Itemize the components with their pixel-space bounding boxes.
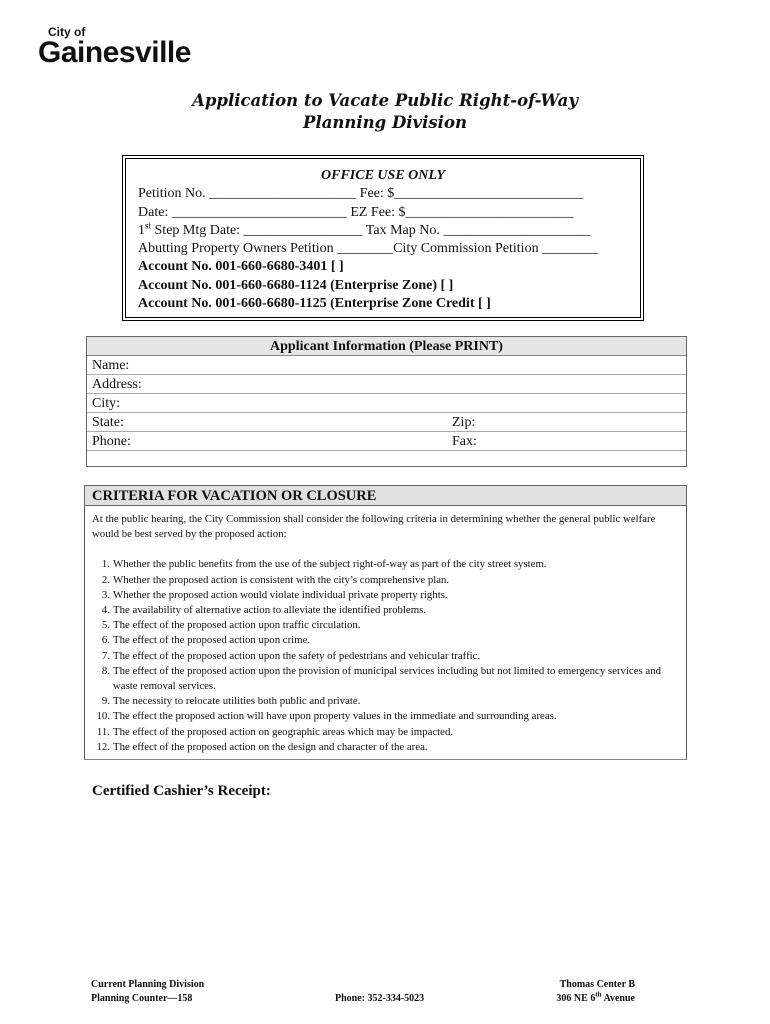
address-label: Address:	[92, 377, 142, 392]
list-item: 1. Whether the public benefits from the use of the subject right-of-way as part of the city street system.	[101, 558, 547, 571]
zip-label: Zip:	[452, 415, 476, 430]
logo-gainesville: Gainesville	[38, 36, 191, 69]
petition-line: Petition No. _____________________ Fee: $___________________________	[138, 186, 584, 202]
list-item: 11. The effect of the proposed action on geographic areas which may be impacted.	[96, 725, 454, 738]
footer-building: Thomas Center B	[559, 979, 635, 990]
footer-left	[91, 978, 204, 1006]
office-use-inner	[125, 158, 641, 318]
office-use-box	[122, 155, 644, 321]
title-line-1: Application to Vacate Public Right-of-Way	[192, 91, 578, 110]
cashier-receipt-label: Certified Cashier’s Receipt:	[92, 783, 271, 799]
city-row[interactable]	[87, 394, 686, 413]
footer-phone: Phone: 352-334-5023	[335, 993, 425, 1004]
list-item: 6. The effect of the proposed action upon crime.	[101, 634, 311, 647]
list-item: 8. The effect of the proposed action upon the provision of municipal services including but not limited to emergency services and waste removal services.	[101, 664, 661, 693]
abutting-line: Abutting Property Owners Petition ________City Commission Petition ________	[138, 241, 599, 257]
list-item: 12. The effect of the proposed action on the design and character of the area.	[96, 740, 428, 753]
office-use-heading: OFFICE USE ONLY	[321, 168, 445, 183]
list-item: 4. The availability of alternative action to alleviate the identified problems.	[101, 604, 426, 617]
criteria-heading: CRITERIA FOR VACATION OR CLOSURE	[84, 485, 687, 506]
phone-fax-row[interactable]	[87, 432, 686, 451]
phone-label: Phone:	[92, 434, 131, 449]
name-label: Name:	[92, 358, 130, 373]
blank-row[interactable]	[87, 451, 686, 470]
criteria-intro: At the public hearing, the City Commission shall consider the following criteria in determining whether the general public welfare would be best served by the proposed action:	[92, 513, 656, 541]
list-item: 10. The effect the proposed action will have upon property values in the immediate and surrounding areas.	[96, 710, 557, 723]
city-logo	[38, 26, 191, 68]
document-title	[0, 90, 770, 134]
footer-counter: Planning Counter—158	[91, 993, 193, 1004]
applicant-info-table	[86, 336, 687, 467]
step-sup: st	[145, 220, 152, 231]
criteria-list	[92, 557, 678, 755]
footer-address: 306 NE 6th Avenue	[556, 990, 635, 1004]
account-line: Account No. 001-660-6680-1124 (Enterprise Zone) [ ]	[138, 277, 454, 293]
address-row[interactable]	[87, 375, 686, 394]
step-mtg-line	[138, 222, 628, 240]
date-line: Date: _________________________ EZ Fee: $________________________	[138, 204, 574, 220]
step-prefix: 1	[138, 222, 145, 238]
footer-right	[545, 978, 635, 1006]
criteria-box	[84, 506, 687, 760]
city-label: City:	[92, 396, 121, 411]
state-zip-row[interactable]	[87, 413, 686, 432]
list-item: 2. Whether the proposed action is consistent with the city’s comprehensive plan.	[101, 573, 450, 586]
applicant-info-header: Applicant Information (Please PRINT)	[87, 337, 686, 356]
list-item: 3. Whether the proposed action would violate individual private property rights.	[101, 588, 448, 601]
state-label: State:	[92, 415, 124, 430]
list-item: 7. The effect of the proposed action upon the safety of pedestrians and vehicular traffic.	[101, 649, 481, 662]
name-row[interactable]	[87, 356, 686, 375]
footer-division: Current Planning Division	[91, 979, 205, 990]
fax-label: Fax:	[452, 434, 477, 449]
account-line: Account No. 001-660-6680-3401 [ ]	[138, 259, 344, 275]
step-text: Step Mtg Date: _________________ Tax Map No. _____________________	[151, 222, 591, 238]
title-line-2: Planning Division	[303, 113, 467, 132]
account-line: Account No. 001-660-6680-1125 (Enterprise Zone Credit [ ]	[138, 296, 491, 312]
list-item: 9. The necessity to relocate utilities both public and private.	[101, 695, 361, 708]
logo-city-of: City of	[48, 25, 86, 39]
list-item: 5. The effect of the proposed action upon traffic circulation.	[101, 619, 361, 632]
